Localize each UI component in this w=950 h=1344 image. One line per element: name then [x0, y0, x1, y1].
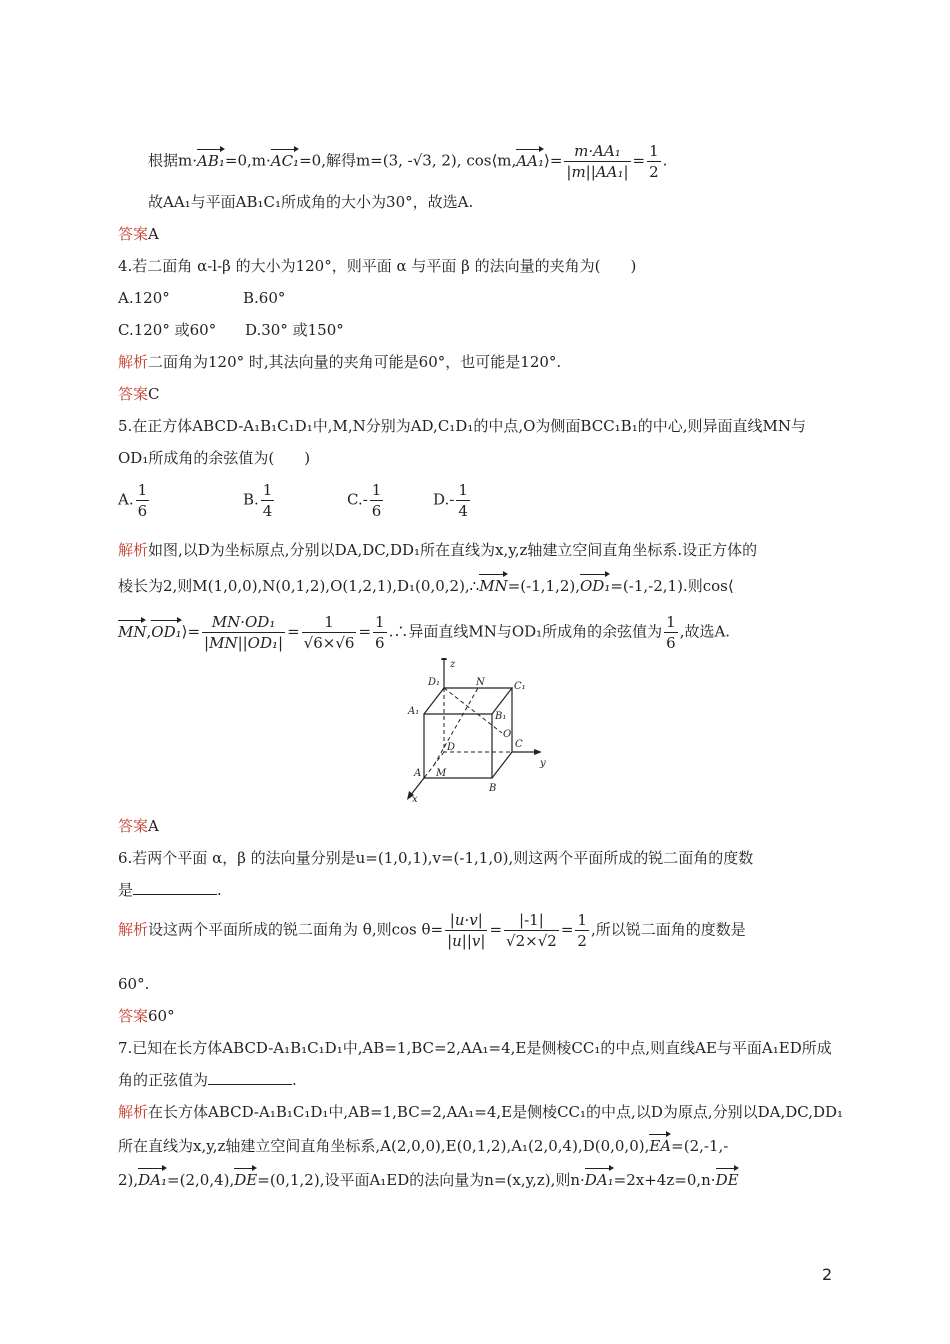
vector: AB₁	[197, 147, 225, 171]
fraction	[445, 910, 487, 951]
denominator: 4	[458, 502, 468, 520]
denominator: 6	[137, 502, 148, 520]
denominator: |u||v|	[447, 932, 486, 950]
minus-sign: -	[362, 490, 368, 509]
option-a	[118, 480, 151, 521]
segment-mn	[434, 688, 478, 765]
text: .	[292, 1071, 297, 1089]
solution-line-3	[118, 612, 730, 653]
solution-label: 解析	[118, 541, 149, 559]
fraction	[370, 480, 384, 521]
text: 角的正弦值为	[118, 1071, 209, 1089]
solution-text: 如图,以D为坐标原点,分别以DA,DC,DD₁所在直线为x,y,z轴建立空间直角坐标系.设正方体的	[148, 541, 758, 559]
answer-label: 答案	[118, 225, 149, 243]
answer-label: 答案	[118, 817, 149, 835]
vector: DA₁	[138, 1166, 167, 1190]
page-number: 2	[822, 1265, 833, 1284]
solution-line-1	[118, 540, 757, 560]
denominator: 6	[375, 634, 385, 652]
text: .∴异面直线MN与OD₁所成角的余弦值为	[388, 622, 663, 641]
fraction	[664, 612, 678, 653]
question-7-stem-2	[118, 1070, 297, 1090]
label-c1: C₁	[514, 681, 526, 692]
solution-label: 解析	[118, 353, 149, 371]
denominator: 6	[371, 502, 382, 520]
option-letter: C.	[347, 490, 363, 509]
question-5-stem-1: 5.在正方体ABCD-A₁B₁C₁D₁中,M,N分别为AD,C₁D₁的中点,O为侧面BCC₁B₁的中心,则异面直线MN与	[118, 417, 806, 435]
question-6-stem-1: 6.若两个平面 α，β 的法向量分别是u=(1,0,1),v=(-1,1,0),则这两个平面所成的锐二面角的度数	[118, 849, 754, 867]
denominator: √2×√2	[506, 932, 557, 950]
option-b	[243, 480, 276, 521]
answer-blank	[208, 1070, 292, 1085]
label-n: N	[476, 677, 485, 688]
label-a: A	[414, 768, 422, 779]
text: =	[489, 920, 503, 939]
answer-line	[118, 816, 159, 836]
cube-figure	[400, 658, 560, 803]
fraction	[504, 910, 559, 951]
fraction	[302, 612, 357, 653]
fraction	[261, 480, 275, 521]
z-arrow	[441, 658, 447, 660]
answer-value: A	[148, 225, 159, 243]
vector: AA₁	[516, 147, 544, 171]
question-6-stem-2	[118, 880, 222, 900]
vector: DE	[716, 1166, 739, 1190]
answer-blank	[133, 880, 217, 895]
solution-line-2: 60°.	[118, 975, 150, 993]
text: =(2,-1,-	[671, 1137, 729, 1155]
numerator: MN·OD₁	[202, 612, 285, 633]
text: ⟩=	[543, 151, 563, 170]
solution-line-3	[118, 1166, 739, 1190]
numerator: 1	[137, 481, 148, 499]
question-5-stem-2: OD₁所成角的余弦值为( )	[118, 449, 311, 467]
numerator: 1	[371, 481, 382, 499]
vector: DE	[234, 1166, 257, 1190]
option-b: B.60°	[243, 289, 286, 307]
fraction	[647, 141, 661, 182]
numerator: 1	[375, 613, 385, 631]
solution-text: 二面角为120° 时,其法向量的夹角可能是60°，也可能是120°.	[148, 353, 562, 371]
numerator: 1	[262, 481, 273, 499]
numerator: |-1|	[504, 910, 559, 931]
option-letter: A.	[118, 490, 134, 509]
label-o: O	[503, 729, 512, 740]
fraction	[202, 612, 285, 653]
vector: OD₁	[580, 572, 610, 596]
denominator: |MN||OD₁|	[204, 634, 284, 652]
label-a1: A₁	[408, 706, 420, 717]
text: 2),	[118, 1171, 139, 1189]
minus-sign: -	[449, 490, 455, 509]
solution-line-2	[118, 572, 734, 596]
numerator: 1	[666, 613, 676, 631]
solution-line	[118, 352, 561, 372]
answer-line	[118, 384, 160, 404]
text: ,	[146, 622, 152, 641]
text: ,所以锐二面角的度数是	[590, 920, 746, 939]
fraction	[456, 480, 470, 521]
text: =	[632, 151, 646, 170]
option-d	[433, 480, 472, 521]
text: 是	[118, 881, 134, 899]
label-x: x	[412, 794, 418, 803]
option-a: A.120°	[118, 289, 170, 307]
label-d1: D₁	[428, 677, 441, 688]
text: =(2,0,4),	[167, 1171, 235, 1189]
text: =	[287, 622, 300, 641]
fraction	[373, 612, 387, 653]
denominator: 2	[649, 163, 659, 181]
vector: MN	[479, 572, 507, 596]
vector: EA	[649, 1132, 671, 1156]
numerator: m·AA₁	[564, 141, 630, 162]
numerator: 1	[649, 142, 659, 160]
question-4-stem: 4.若二面角 α-l-β 的大小为120°，则平面 α 与平面 β 的法向量的夹角为( )	[118, 257, 637, 275]
vector: AC₁	[271, 147, 299, 171]
option-letter: B.	[243, 490, 259, 509]
text: =0,解得m=(3, -√3, 2), cos⟨m,	[299, 151, 517, 170]
solution-line-1	[118, 910, 746, 951]
vector: DA₁	[585, 1166, 614, 1190]
question-7-stem-1: 7.已知在长方体ABCD-A₁B₁C₁D₁中,AB=1,BC=2,AA₁=4,E是侧棱CC₁的中点,则直线AE与平面A₁ED所成	[118, 1039, 832, 1057]
denominator: √6×√6	[303, 634, 355, 652]
text: =2x+4z=0,n·	[613, 1171, 716, 1189]
numerator: 1	[458, 481, 468, 499]
answer-value: 60°	[148, 1007, 175, 1025]
solution-line-2: 故AA₁与平面AB₁C₁所成角的大小为30°，故选A.	[148, 193, 474, 211]
label-z: z	[450, 659, 456, 670]
text: ⟩=	[181, 622, 201, 641]
fraction	[136, 480, 150, 521]
label-b: B	[489, 783, 497, 794]
numerator: 1	[302, 612, 357, 633]
text: =0,m·	[224, 151, 271, 170]
text: 棱长为2,则M(1,0,0),N(0,1,2),O(1,2,1),D₁(0,0,2),∴	[118, 577, 480, 595]
option-letter: D.	[433, 490, 450, 509]
y-arrow	[534, 749, 542, 755]
solution-line-1	[118, 1102, 843, 1122]
fraction	[564, 141, 630, 182]
answer-line	[118, 224, 159, 244]
text: 根据m·	[148, 151, 197, 170]
denominator: 2	[577, 932, 587, 950]
denominator: 4	[262, 502, 273, 520]
label-c: C	[515, 739, 523, 750]
label-y: y	[540, 758, 546, 769]
label-b1: B₁	[495, 711, 507, 722]
text: ,故选A.	[679, 622, 731, 641]
text: =	[560, 920, 574, 939]
option-d: D.30° 或150°	[245, 321, 344, 339]
numerator: 1	[577, 911, 587, 929]
answer-label: 答案	[118, 385, 149, 403]
label-d: D	[447, 742, 456, 753]
answer-value: A	[148, 817, 159, 835]
front-face	[424, 714, 492, 778]
text: =(-1,1,2),	[507, 577, 580, 595]
answer-value: C	[148, 385, 160, 403]
answer-line	[118, 1006, 175, 1026]
segment-od1	[444, 688, 502, 733]
label-m: M	[436, 768, 447, 779]
text: =(0,1,2),设平面A₁ED的法向量为n=(x,y,z),则n·	[257, 1171, 585, 1189]
text: =(-1,-2,1).则cos⟨	[610, 577, 734, 595]
text: 设这两个平面所成的锐二面角为 θ,则cos θ=	[148, 920, 444, 939]
denominator: |m||AA₁|	[566, 163, 629, 181]
solution-label: 解析	[118, 920, 149, 939]
fraction	[575, 910, 589, 951]
text: =	[358, 622, 372, 641]
solution-text: 在长方体ABCD-A₁B₁C₁D₁中,AB=1,BC=2,AA₁=4,E是侧棱CC₁的中点,以D为原点,分别以DA,DC,DD₁	[148, 1103, 844, 1121]
option-c	[347, 480, 385, 521]
vector: OD₁	[151, 618, 181, 642]
denominator: 6	[666, 634, 676, 652]
vector: MN	[118, 618, 146, 642]
answer-label: 答案	[118, 1007, 149, 1025]
numerator: |u·v|	[445, 910, 487, 931]
text: 所在直线为x,y,z轴建立空间直角坐标系,A(2,0,0),E(0,1,2),A₁(2,0,4),D(0,0,0),	[118, 1137, 650, 1155]
solution-label: 解析	[118, 1103, 149, 1121]
text: .	[217, 881, 222, 899]
option-c: C.120° 或60°	[118, 321, 217, 339]
text: .	[662, 151, 668, 170]
solution-line-1	[148, 141, 667, 182]
solution-line-2	[118, 1132, 728, 1156]
